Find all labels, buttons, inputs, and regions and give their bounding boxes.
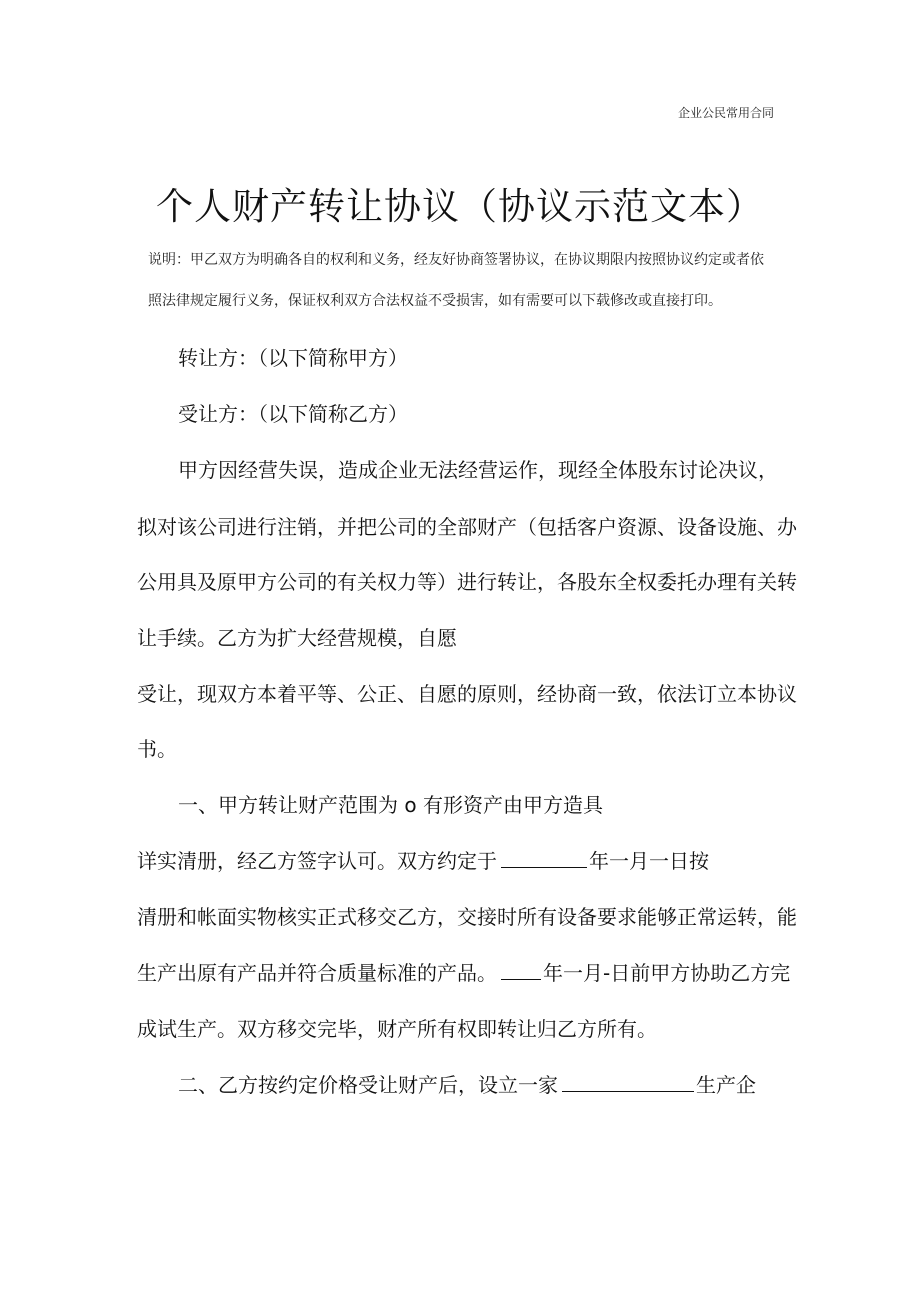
preamble-line-6: 书。 — [137, 737, 177, 761]
header-label: 企业公民常用合同 — [678, 106, 775, 120]
clause-1-line-2-tail: 年一月一日按 — [589, 849, 709, 873]
clause-1-line-4-tail: 年一月-日前甲方协助乙方完 — [543, 961, 791, 985]
transferee-line: 受让方：（以下简称乙方） — [178, 402, 408, 426]
enterprise-name-blank — [562, 1073, 694, 1092]
note-line-2: 照法律规定履行义务，保证权利双方合法权益不受损害，如有需要可以下载修改或直接打印。 — [148, 293, 722, 309]
preamble-line-3: 公用具及原甲方公司的有关权力等）进行转让，各股东全权委托办理有关转 — [137, 570, 797, 594]
date-year-blank — [501, 849, 587, 868]
preamble-line-4: 让手续。乙方为扩大经营规模，自愿 — [137, 626, 457, 650]
note-line-1: 说明：甲乙双方为明确各自的权利和义务，经友好协商签署协议，在协议期限内按照协议约定或者依 — [148, 252, 764, 268]
transferor-line: 转让方：（以下简称甲方） — [178, 346, 408, 370]
clause-1-line-4 — [137, 957, 790, 986]
preamble-line-1: 甲方因经营失误，造成企业无法经营运作，现经全体股东讨论决议， — [178, 458, 778, 482]
clause-1-line-2-text: 详实清册，经乙方签字认可。双方约定于 — [137, 849, 497, 873]
clause-2-line-1-text: 二、乙方按约定价格受让财产后，设立一家 — [178, 1073, 558, 1097]
clause-1-line-4-text: 生产出原有产品并符合质量标准的产品。 — [137, 961, 497, 985]
clause-2-line-1 — [178, 1069, 756, 1098]
clause-1-line-5: 成试生产。双方移交完毕，财产所有权即转让归乙方所有。 — [137, 1017, 657, 1041]
clause-1-line-1: 一、甲方转让财产范围为 o 有形资产由甲方造具 — [178, 793, 603, 817]
preamble-line-2: 拟对该公司进行注销，并把公司的全部财产（包括客户资源、设备设施、办 — [137, 515, 797, 539]
clause-1-line-2 — [137, 845, 709, 874]
clause-1-line-3: 清册和帐面实物核实正式移交乙方，交接时所有设备要求能够正常运转，能 — [137, 905, 797, 929]
document-title: 个人财产转让协议（协议示范文本） — [156, 185, 764, 228]
preamble-line-5: 受让，现双方本着平等、公正、自愿的原则，经协商一致，依法订立本协议 — [137, 682, 797, 706]
trial-year-blank — [501, 961, 541, 980]
clause-2-line-1-tail: 生产企 — [696, 1073, 756, 1097]
